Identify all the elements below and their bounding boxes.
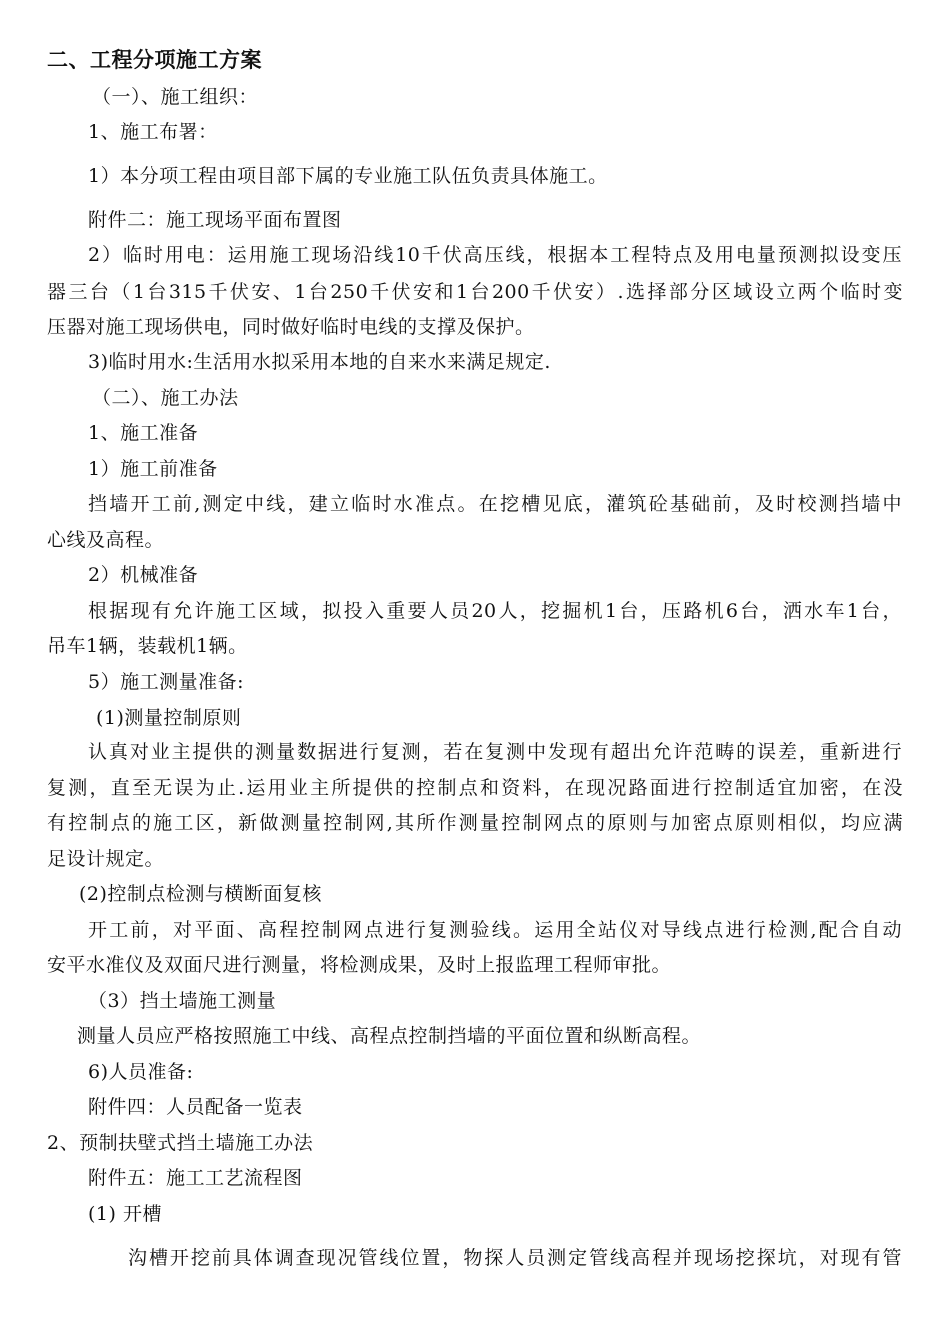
doc-line: 心线及高程。 <box>47 529 165 551</box>
doc-line: 3)临时用水:生活用水拟采用本地的自来水来满足规定. <box>88 351 551 373</box>
doc-line: 压器对施工现场供电，同时做好临时电线的支撑及保护。 <box>47 316 535 338</box>
doc-line: 安平水准仪及双面尺进行测量，将检测成果，及时上报监理工程师审批。 <box>47 954 672 976</box>
doc-line: 器三台（1台315千伏安、1台250千伏安和1台200千伏安）.选择部分区域设立两个临时变 <box>47 281 903 303</box>
doc-line: （二）、施工办法 <box>92 387 239 409</box>
doc-line: 根据现有允许施工区域，拟投入重要人员20人，挖掘机1台，压路机6台，洒水车1台， <box>88 600 902 622</box>
doc-line: 附件二：施工现场平面布置图 <box>88 209 342 231</box>
doc-line: 认真对业主提供的测量数据进行复测，若在复测中发现有超出允许范畴的误差，重新进行 <box>88 741 902 763</box>
doc-line: 2、预制扶壁式挡土墙施工办法 <box>47 1132 314 1154</box>
doc-line: （一）、施工组织： <box>92 86 259 108</box>
doc-line: (2)控制点检测与横断面复核 <box>79 883 322 905</box>
doc-line: 6)人员准备: <box>88 1061 194 1083</box>
doc-line: 1、施工布署： <box>88 121 218 143</box>
doc-line: 开工前，对平面、高程控制网点进行复测验线。运用全站仪对导线点进行检测,配合自动 <box>88 919 902 941</box>
doc-line: 附件五：施工工艺流程图 <box>88 1167 303 1189</box>
doc-line: 沟槽开挖前具体调查现况管线位置，物探人员测定管线高程并现场挖探坑，对现有管 <box>128 1247 902 1269</box>
doc-line: (1)测量控制原则 <box>96 707 242 729</box>
doc-line: 吊车1辆，装载机1辆。 <box>47 635 248 657</box>
doc-line: 挡墙开工前,测定中线，建立临时水准点。在挖槽见底，灌筑砼基础前，及时校测挡墙中 <box>88 493 902 515</box>
doc-line: 1）施工前准备 <box>88 458 218 480</box>
doc-line: 复测，直至无误为止.运用业主所提供的控制点和资料，在现况路面进行控制适宜加密，在没 <box>47 777 903 799</box>
doc-line: 足设计规定。 <box>47 848 165 870</box>
doc-line: （3）挡土墙施工测量 <box>88 990 277 1012</box>
doc-line: (1) 开槽 <box>88 1203 162 1225</box>
section-title: 二、工程分项施工方案 <box>47 48 262 72</box>
doc-line: 2）临时用电：运用施工现场沿线10千伏高压线，根据本工程特点及用电量预测拟设变压 <box>88 244 902 266</box>
doc-line: 2）机械准备 <box>88 564 199 586</box>
doc-line: 测量人员应严格按照施工中线、高程点控制挡墙的平面位置和纵断高程。 <box>77 1025 702 1047</box>
doc-line: 有控制点的施工区，新做测量控制网,其所作测量控制网点的原则与加密点原则相似，均应满 <box>47 812 903 834</box>
doc-line: 附件四：人员配备一览表 <box>88 1096 303 1118</box>
doc-line: 5）施工测量准备: <box>88 671 244 693</box>
doc-line: 1、施工准备 <box>88 422 199 444</box>
doc-line: 1）本分项工程由项目部下属的专业施工队伍负责具体施工。 <box>88 165 608 187</box>
